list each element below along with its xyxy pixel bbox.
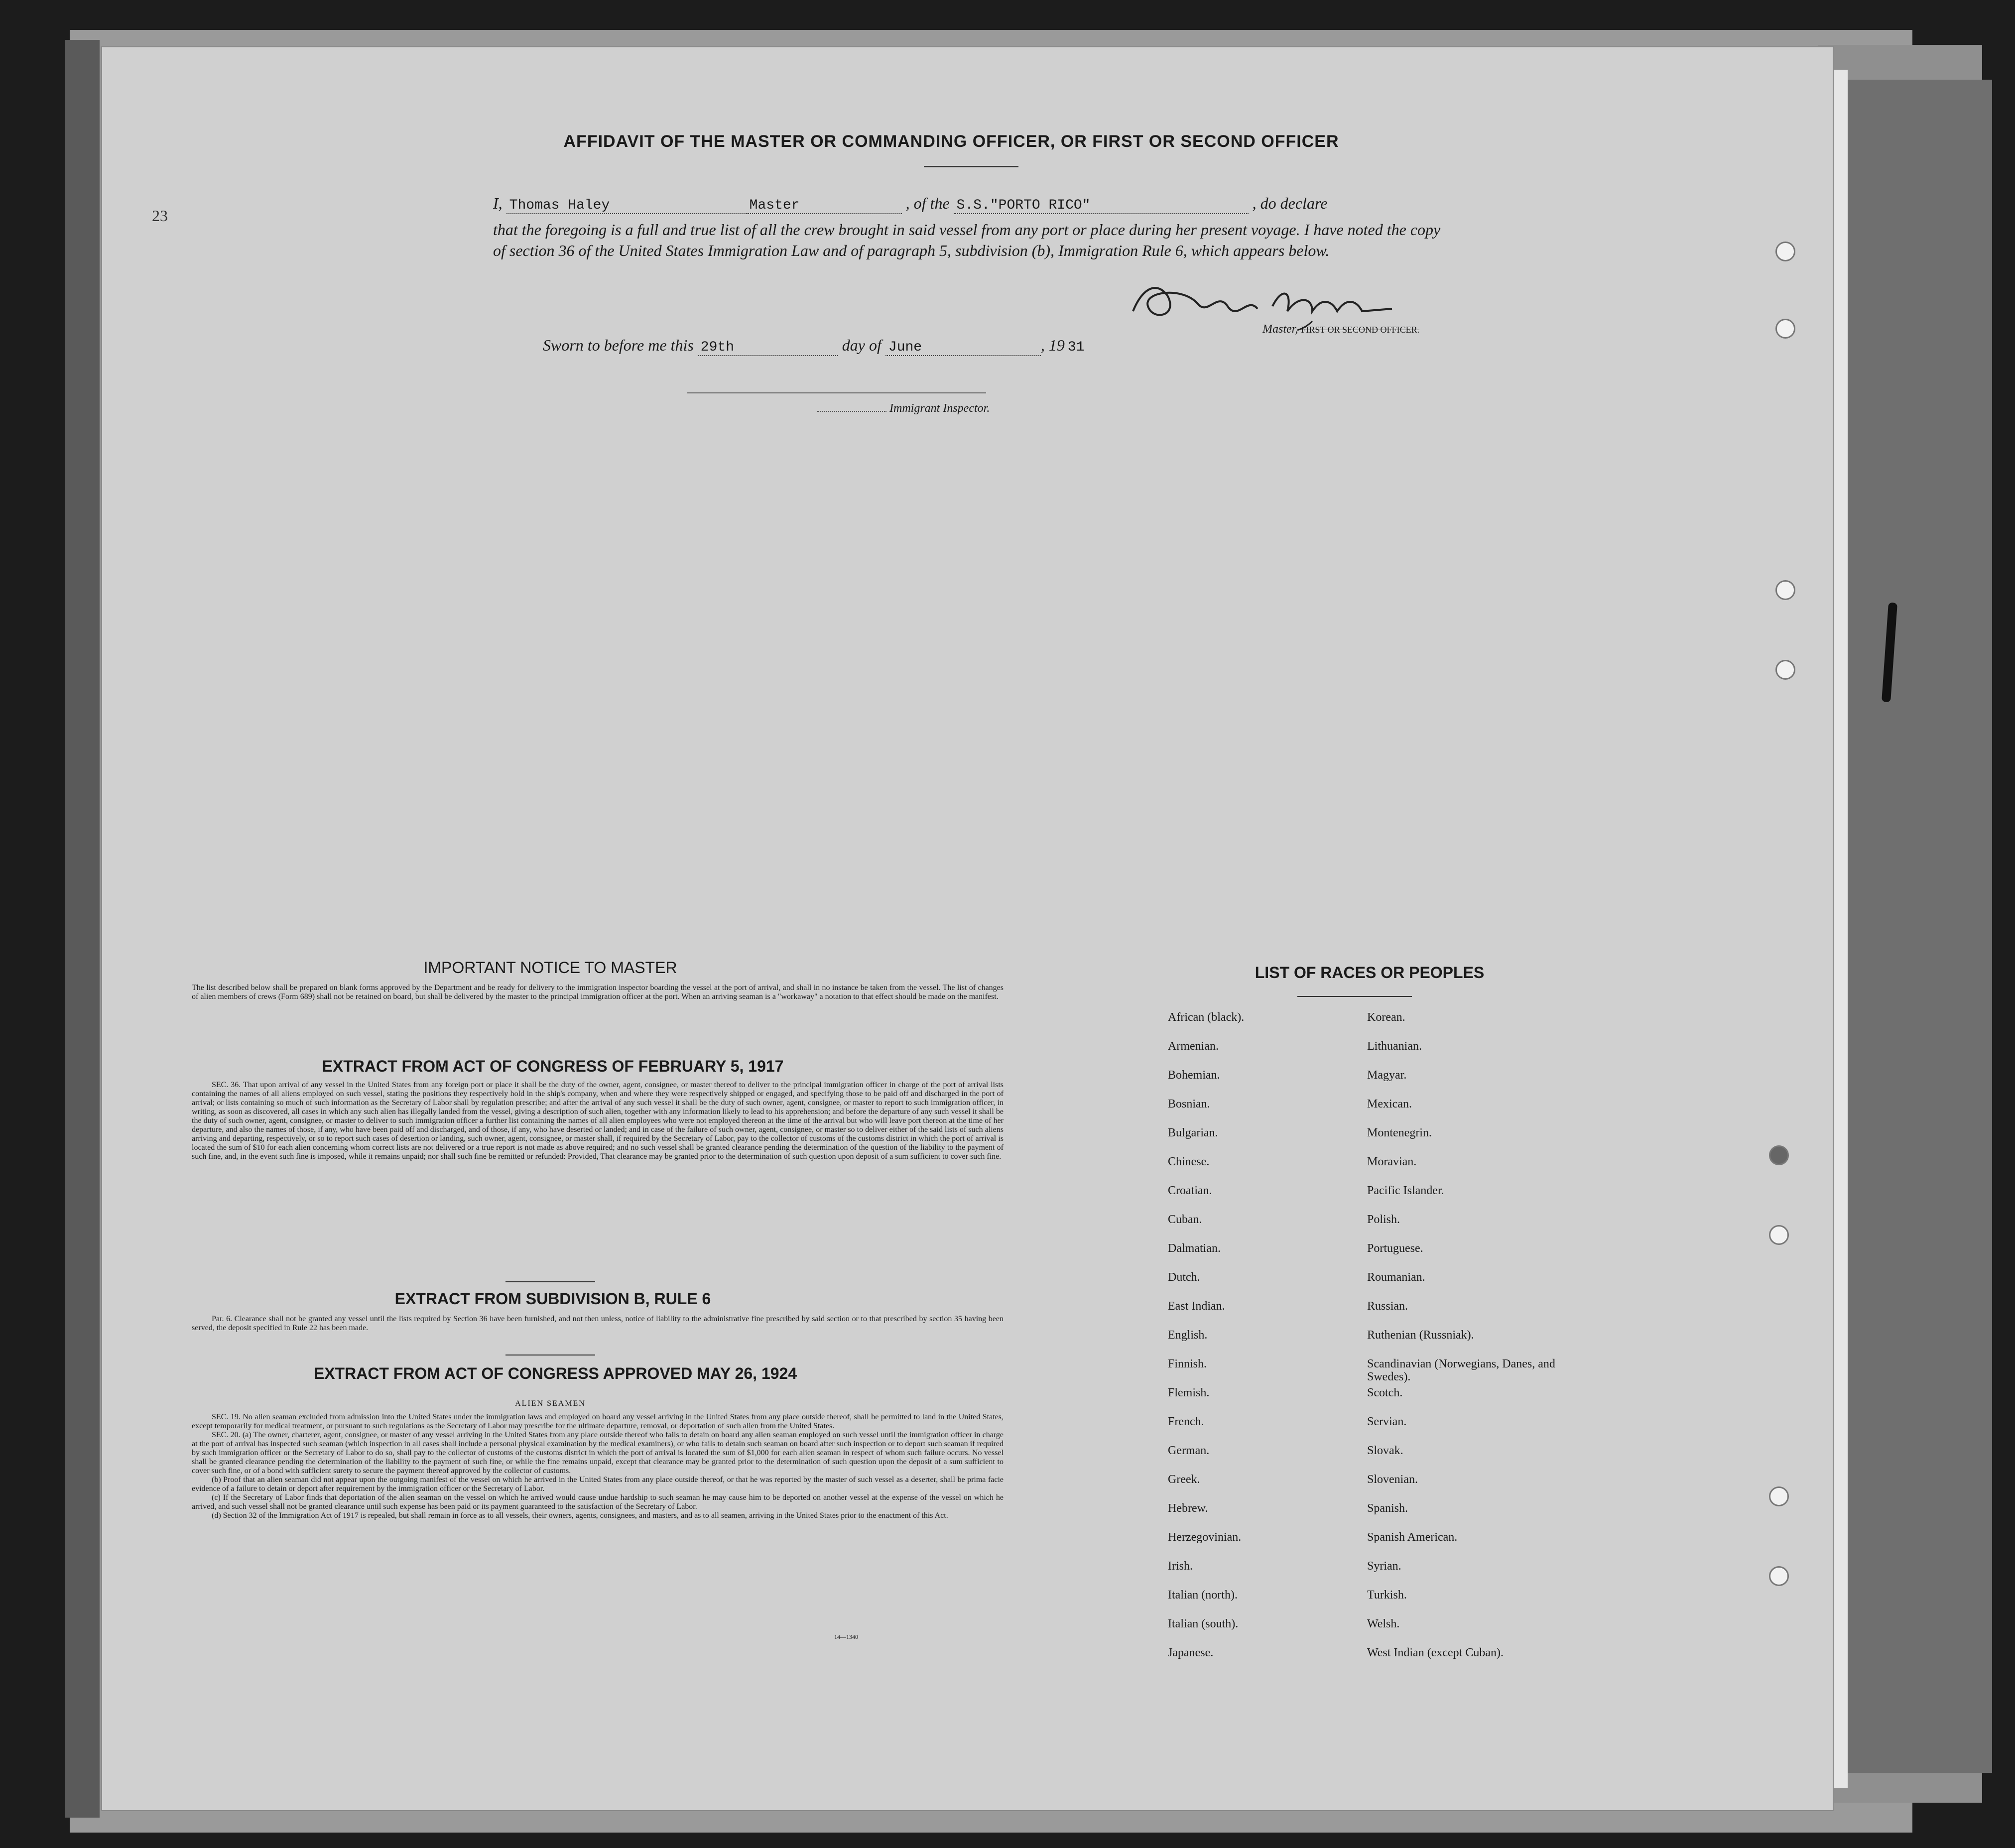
- extract-1924-subtitle: ALIEN SEAMEN: [515, 1399, 586, 1408]
- sworn-day: 29th: [698, 340, 838, 356]
- punch-hole: [1769, 1145, 1789, 1165]
- race-item: Dalmatian.: [1168, 1242, 1221, 1255]
- race-item: Scandinavian (Norwegians, Danes, and Swedes).: [1367, 1357, 1555, 1383]
- extract-1924-title: EXTRACT FROM ACT OF CONGRESS APPROVED MAY 26, 1924: [313, 1364, 797, 1382]
- race-item: Scotch.: [1367, 1386, 1403, 1399]
- sec-20b-text: (b) Proof that an alien seaman did not appear upon the outgoing manifest of the vessel on which he arrived in the United States from any place outside thereof, or that he was reported by the master of such vessel as a deserter, shall be prima facie evidence of a failure to detain or deport after requirement by the immigration officer or the Secretary of Labor.: [192, 1476, 1004, 1493]
- sec-20c-text: (c) If the Secretary of Labor finds that deportation of the alien seaman on the vessel on which he arrived would cause undue hardship to such seaman he may cause him to be deported on another vessel at the expense of the vessel on which he arrived, and such vessel shall not be granted clearance until such expense has been paid or its payment guaranteed to the satisfaction of the Secretary of Labor.: [192, 1493, 1004, 1511]
- races-title: LIST OF RACES OR PEOPLES: [1255, 964, 1485, 982]
- race-item: German.: [1168, 1444, 1210, 1457]
- punch-hole: [1775, 660, 1795, 680]
- race-item: Greek.: [1168, 1473, 1200, 1486]
- punch-hole: [1775, 242, 1795, 261]
- extract-rule6-text: Par. 6. Clearance shall not be granted any vessel until the lists required by Section 36 have been furnished, and not then unless, notice of liability to the administrative fine prescribed by said section or to that prescribed by section 35 having been served, the deposit specified in Rule 22 has been made.: [192, 1315, 1004, 1332]
- important-notice-text: The list described below shall be prepared on blank forms approved by the Department and be ready for delivery to the immigration inspector boarding the vessel at the port of arrival, and shall in no instance be taken from the vessel. The list of changes of alien members of crews (Form 689) shall not be retained on board, but shall be delivered by the master to the principal immigration officer at the port. When an arriving seaman is a "workaway" a notation to that effect should be made on the manifest.: [192, 984, 1004, 1001]
- master-rank: Master: [747, 198, 902, 214]
- race-item: Polish.: [1367, 1213, 1400, 1226]
- race-item: Syrian.: [1367, 1560, 1401, 1573]
- page-edge-strip: [1833, 70, 1848, 1788]
- race-item: Chinese.: [1168, 1155, 1210, 1168]
- signature-struck-text: FIRST OR SECOND OFFICER.: [1301, 325, 1420, 335]
- punch-hole: [1775, 319, 1795, 339]
- vessel-name: S.S."PORTO RICO": [954, 198, 1249, 214]
- race-item: Bohemian.: [1168, 1069, 1220, 1082]
- signature-caption: [1262, 323, 1419, 336]
- race-item: Japanese.: [1168, 1646, 1214, 1659]
- affidavit-body: that the foregoing is a full and true list of all the crew brought in said vessel from any port or place during her present voyage. I have noted the copy of section 36 of the United States Immigration Law and of paragraph 5, subdivision (b), Immigration Rule 6, which appears below.: [493, 221, 1441, 259]
- sworn-label: Sworn to before me this: [543, 336, 694, 354]
- sec-20d-text: (d) Section 32 of the Immigration Act of 1917 is repealed, but shall remain in force as to all vessels, their owners, agents, consignees, and masters, and as to all seamen, arriving in the United States prior to the enactment of this Act.: [212, 1511, 948, 1520]
- race-item: African (black).: [1168, 1011, 1245, 1024]
- important-notice-title: IMPORTANT NOTICE TO MASTER: [423, 959, 677, 977]
- do-declare-label: , do declare: [1252, 194, 1328, 212]
- race-item: Pacific Islander.: [1367, 1184, 1444, 1197]
- affidavit-title: AFFIDAVIT OF THE MASTER OR COMMANDING OFFICER, OR FIRST OR SECOND OFFICER: [563, 132, 1339, 151]
- race-item: Korean.: [1367, 1011, 1405, 1024]
- race-item: East Indian.: [1168, 1300, 1225, 1313]
- sworn-year: 31: [1067, 340, 1085, 355]
- race-item: Finnish.: [1168, 1357, 1207, 1370]
- race-item: Cuban.: [1168, 1213, 1202, 1226]
- rule-1: [505, 1281, 595, 1282]
- races-title-rule: [1297, 996, 1412, 997]
- race-item: Roumanian.: [1367, 1271, 1425, 1284]
- race-item: Flemish.: [1168, 1386, 1210, 1399]
- sec-19-text: SEC. 19. No alien seaman excluded from admission into the United States under the immigration laws and employed on board any vessel arriving in the United States from any place outside thereof, shall be permitted to land in the United States, except temporarily for medical treatment, or pursuant to such regulations as the Secretary of Labor may prescribe for the ultimate departure, removal, or deportation of such alien from the United States.: [192, 1413, 1004, 1430]
- punch-hole: [1769, 1486, 1789, 1506]
- sworn-line: [543, 336, 1091, 356]
- race-item: Italian (south).: [1168, 1617, 1239, 1630]
- background-sheet-right-dark: [1843, 80, 1992, 1773]
- manifest-page: [102, 47, 1833, 1810]
- race-item: Welsh.: [1367, 1617, 1400, 1630]
- race-item: Servian.: [1367, 1415, 1407, 1428]
- race-item: French.: [1168, 1415, 1204, 1428]
- race-item: Slovak.: [1367, 1444, 1403, 1457]
- title-rule: [924, 166, 1018, 167]
- race-item: Mexican.: [1367, 1098, 1412, 1110]
- extract-rule6-title: EXTRACT FROM SUBDIVISION B, RULE 6: [394, 1290, 711, 1308]
- year-prefix: , 19: [1040, 336, 1065, 354]
- race-item: Armenian.: [1168, 1040, 1219, 1053]
- declaration-line: [493, 194, 1589, 214]
- race-item: Moravian.: [1367, 1155, 1417, 1168]
- punch-hole: [1769, 1225, 1789, 1245]
- race-item: Slovenian.: [1367, 1473, 1418, 1486]
- race-item: English.: [1168, 1329, 1208, 1342]
- signature-role: Master,: [1262, 323, 1298, 336]
- races-list: [1168, 1011, 1576, 1675]
- inspector-signature-line: [687, 392, 986, 393]
- race-item: Montenegrin.: [1367, 1126, 1432, 1139]
- race-item: Croatian.: [1168, 1184, 1212, 1197]
- race-item: Irish.: [1168, 1560, 1193, 1573]
- race-item: Hebrew.: [1168, 1502, 1208, 1515]
- race-item: Spanish.: [1367, 1502, 1408, 1515]
- of-the-label: , of the: [905, 194, 950, 212]
- extract-1917-title: EXTRACT FROM ACT OF CONGRESS OF FEBRUARY 5, 1917: [322, 1057, 784, 1075]
- race-item: Italian (north).: [1168, 1589, 1238, 1602]
- race-item: Russian.: [1367, 1300, 1408, 1313]
- master-name: Thomas Haley: [506, 198, 747, 214]
- race-item: Portuguese.: [1367, 1242, 1423, 1255]
- race-item: Magyar.: [1367, 1069, 1407, 1082]
- race-item: Bulgarian.: [1168, 1126, 1218, 1139]
- inspector-line: [817, 402, 990, 415]
- race-item: Turkish.: [1367, 1589, 1407, 1602]
- binding-edge: [65, 40, 100, 1818]
- inspector-label: Immigrant Inspector.: [889, 402, 990, 415]
- day-of-label: day of: [842, 336, 882, 354]
- punch-hole: [1775, 580, 1795, 600]
- race-item: Bosnian.: [1168, 1098, 1210, 1110]
- punch-hole: [1769, 1566, 1789, 1586]
- race-item: Lithuanian.: [1367, 1040, 1422, 1053]
- margin-note: 23: [152, 207, 168, 225]
- race-item: Herzegovinian.: [1168, 1531, 1242, 1544]
- race-item: Spanish American.: [1367, 1531, 1458, 1544]
- race-item: Ruthenian (Russniak).: [1367, 1329, 1474, 1342]
- extract-1924-body: [192, 1413, 1004, 1520]
- sworn-month: June: [885, 340, 1041, 356]
- race-item: Dutch.: [1168, 1271, 1200, 1284]
- race-item: West Indian (except Cuban).: [1367, 1646, 1504, 1659]
- extract-1917-text: SEC. 36. That upon arrival of any vessel in the United States from any foreign port or place it shall be the duty of the owner, agent, consignee, or master thereof to deliver to the principal immigration officer in charge of the port of arrival lists containing the names of all aliens employed on such vessel, stating the positions they respectively hold in the ship's company, when and where they were respectively shipped or engaged, and specifying those to be paid off and discharged in the port of arrival; or lists containing so much of such information as the Secretary of Labor shall by regulation prescribe; and after the arrival of any such vessel it shall be the duty of such owner, agent, consignee, or master to report to such immigration officer, in writing, as soon as discovered, all cases in which any such alien has illegally landed from the vessel, giving a description of such alien, together with any information likely to lead to his apprehension; and before the departure of any such vessel it shall be the duty of such owner, agent, consignee, or master to deliver to such immigration officer a further list containing the names of all alien employees who were not employed thereon at the time of the arrival but who will leave port thereon at the time of her departure, and also the names of those, if any, who have been paid off and discharged, and of those, if any, who have deserted or landed; and in case of the failure of such owner, agent, consignee, or master so to deliver either of the said lists of such aliens arriving and departing, respectively, or so to report such cases of desertion or landing, such owner, agent, consignee, or master shall, if required by the Secretary of Labor, pay to the collector of customs of the customs district in which the port of arrival is located the sum of $10 for each alien concerning whom correct lists are not delivered or a true report is not made as above required; and no such vessel shall be granted clearance pending the determination of the question of the liability to the payment of such fine, and, in the event such fine is imposed, while it remains unpaid; nor shall such fine be remitted or refunded: Provided, That clearance may be granted prior to the determination of such question upon deposit of a sum sufficient to cover such fine.: [192, 1081, 1004, 1161]
- sec-20a-text: SEC. 20. (a) The owner, charterer, agent, consignee, or master of any vessel arriving in the United States from any place outside thereof who fails to detain on board any alien seaman employed on such vessel until the immigration officer in charge at the port of arrival has inspected such seaman (which inspection in all cases shall include a personal physical examination by the medical examiners), or who fails to detain such seaman on board after such inspection or to deport such seaman if required by such immigration officer or the Secretary of Labor to do so, shall pay to the collector of customs of the customs district in which the port of arrival is located the sum of $1,000 for each alien seaman in respect of whom such failure occurs. No vessel shall be granted clearance pending the determination of the liability to the payment of such fine, or while the fine remains unpaid, except that clearance may be granted prior to the determination of such question upon the deposit of a sum sufficient to cover such fine, or of a bond with sufficient surety to secure the payment thereof approved by the collector of customs.: [192, 1431, 1004, 1475]
- form-number: 14—1340: [834, 1633, 858, 1640]
- i-label: I,: [493, 194, 503, 212]
